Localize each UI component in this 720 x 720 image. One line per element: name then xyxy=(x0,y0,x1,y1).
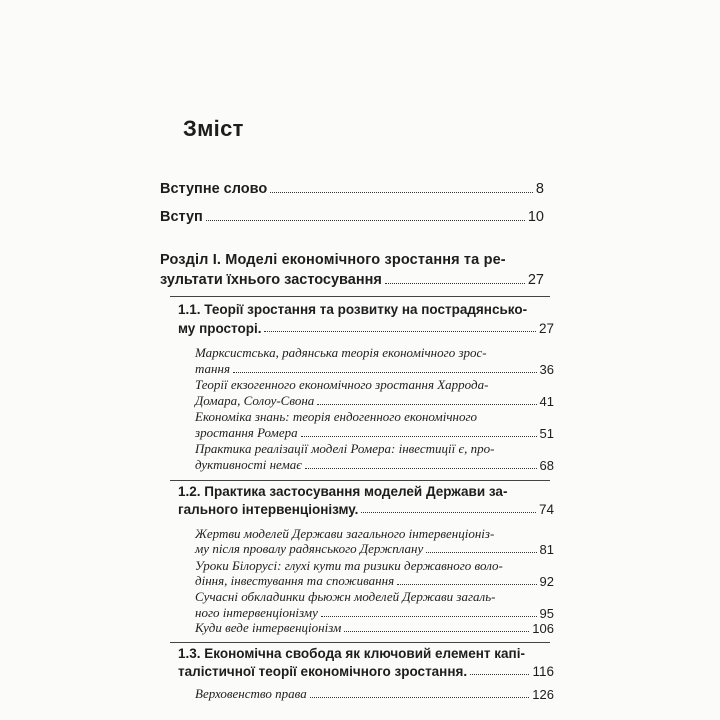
toc-entry-label: ного інтервенціонізму xyxy=(195,605,318,620)
toc-entry-label: му після провалу радянського Держплану xyxy=(195,541,424,556)
toc-entry-label: зростання Ромера xyxy=(195,425,298,440)
page-number: 116 xyxy=(532,664,554,679)
toc-sub-1-3-line1[interactable]: 1.3. Економічна свобода як ключовий елемент капі- xyxy=(178,646,525,661)
toc-item-line1[interactable]: Уроки Білорусі: глухі кути та ризики державного воло- xyxy=(195,558,503,573)
toc-entry-label: му просторі. xyxy=(178,321,262,336)
dot-leader xyxy=(317,404,536,405)
toc-entry-label: зультати їхнього застосування xyxy=(160,272,382,288)
toc-item-line1[interactable]: Марксистська, радянська теорія економічного зрос- xyxy=(195,345,487,360)
page-number: 81 xyxy=(539,542,554,557)
toc-item[interactable] xyxy=(195,425,554,441)
dot-leader xyxy=(344,631,529,632)
page-number: 126 xyxy=(532,687,554,702)
page-number: 27 xyxy=(527,272,544,288)
page-number: 8 xyxy=(535,181,544,197)
toc-entry-label: гального інтервенціонізму. xyxy=(178,502,359,517)
dot-leader xyxy=(321,616,537,617)
section-rule xyxy=(170,642,550,643)
dot-leader xyxy=(310,697,530,698)
toc-item[interactable] xyxy=(195,620,554,636)
toc-item[interactable] xyxy=(195,605,554,621)
dot-leader xyxy=(233,372,537,373)
toc-section-1-line1[interactable]: Розділ І. Моделі економічного зростання та ре- xyxy=(160,252,506,268)
toc-section-1[interactable] xyxy=(160,272,544,288)
toc-entry-foreword[interactable] xyxy=(160,181,544,197)
toc-item[interactable] xyxy=(195,393,554,409)
page-number: 95 xyxy=(539,606,554,621)
page-number: 106 xyxy=(532,621,554,636)
dot-leader xyxy=(385,283,525,284)
toc-item[interactable] xyxy=(195,457,554,473)
page-number: 36 xyxy=(539,362,554,377)
page-number: 92 xyxy=(539,574,554,589)
toc-item-line1[interactable]: Теорії екзогенного економічного зростання Харрода- xyxy=(195,377,489,392)
dot-leader xyxy=(301,436,537,437)
dot-leader xyxy=(470,674,529,675)
toc-entry-introduction[interactable] xyxy=(160,209,544,225)
toc-sub-1-2[interactable] xyxy=(178,502,554,517)
toc-entry-label: Верховенство права xyxy=(195,686,307,701)
toc-entry-label: діння, інвестування та споживання xyxy=(195,573,395,588)
toc-sub-1-1-line1[interactable]: 1.1. Теорії зростання та розвитку на пострадянсько- xyxy=(178,302,528,317)
toc-entry-label: Вступ xyxy=(160,209,203,225)
dot-leader xyxy=(426,552,536,553)
page-number: 68 xyxy=(539,458,554,473)
page-number: 27 xyxy=(538,321,554,336)
toc-sub-1-1[interactable] xyxy=(178,321,554,336)
section-rule xyxy=(170,480,550,481)
toc-sub-1-2-line1[interactable]: 1.2. Практика застосування моделей Держави за- xyxy=(178,484,508,499)
page-number: 74 xyxy=(538,502,554,517)
page-number: 51 xyxy=(539,426,554,441)
page-number: 41 xyxy=(539,394,554,409)
toc-item-line1[interactable]: Економіка знань: теорія ендогенного економічного xyxy=(195,409,478,424)
dot-leader xyxy=(264,331,535,332)
toc-entry-label: Домара, Солоу-Свона xyxy=(195,393,315,408)
toc-item[interactable] xyxy=(195,573,554,589)
toc-entry-label: талістичної теорії економічного зростання. xyxy=(178,664,468,679)
toc-entry-label: тання xyxy=(195,361,230,376)
page-number: 10 xyxy=(527,209,544,225)
dot-leader xyxy=(361,512,536,513)
page-title: Зміст xyxy=(183,116,244,141)
toc-item-line1[interactable]: Практика реалізації моделі Ромера: інвестиції є, про- xyxy=(195,441,495,456)
toc-sub-1-3[interactable] xyxy=(178,664,554,679)
toc-item[interactable] xyxy=(195,686,554,702)
toc-entry-label: дуктивності немає xyxy=(195,457,302,472)
toc-item-line1[interactable]: Сучасні обкладинки фьюжн моделей Держави загаль- xyxy=(195,589,496,604)
toc-item[interactable] xyxy=(195,361,554,377)
dot-leader xyxy=(397,584,536,585)
toc-item-line1[interactable]: Жертви моделей Держави загального інтервенціоніз- xyxy=(195,526,495,541)
dot-leader xyxy=(206,220,525,221)
toc-entry-label: Куди веде інтервенціонізм xyxy=(195,620,342,635)
section-rule xyxy=(170,296,550,297)
dot-leader xyxy=(305,468,537,469)
toc-entry-label: Вступне слово xyxy=(160,181,268,197)
dot-leader xyxy=(270,192,533,193)
toc-item[interactable] xyxy=(195,541,554,557)
